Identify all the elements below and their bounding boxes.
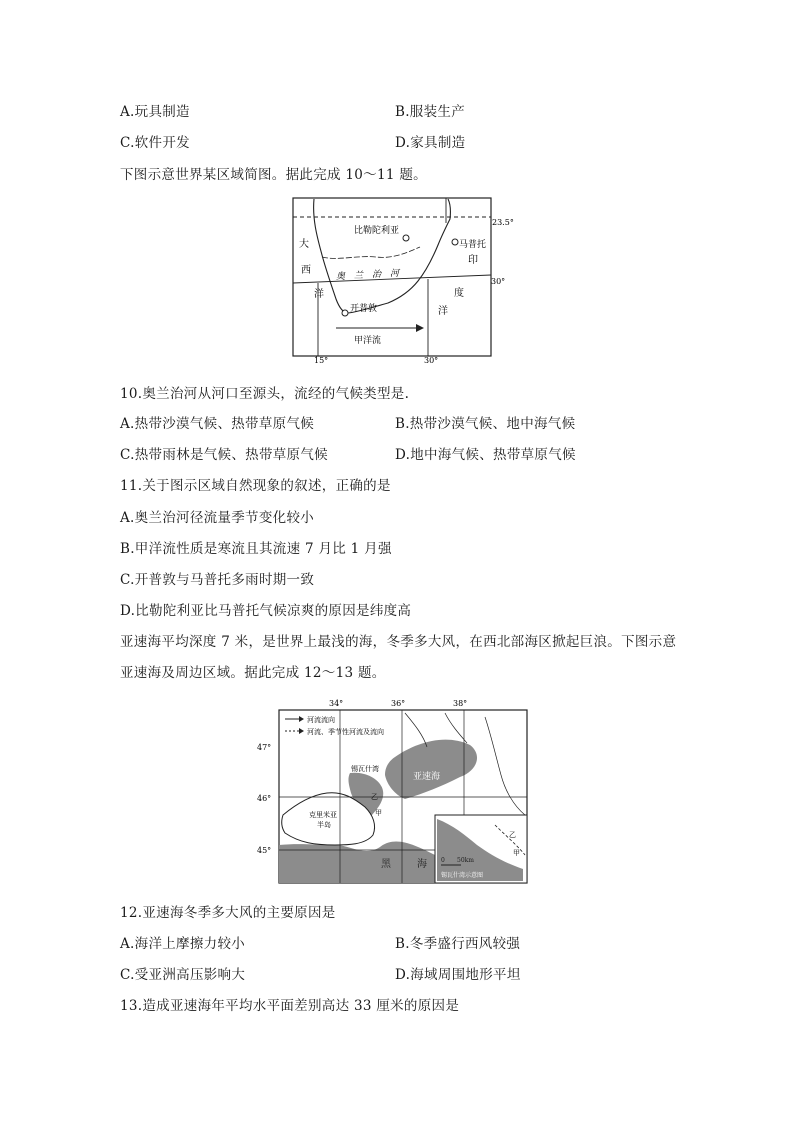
map2-lon-38-label: 38° bbox=[453, 699, 468, 708]
azov-sea-map bbox=[255, 695, 535, 894]
intro-12-13-line1: 亚速海平均深度 7 米，是世界上最浅的海，冬季多大风，在西北部海区掀起巨浪。下图示意 bbox=[120, 634, 677, 650]
map1-atlantic-2: 西 bbox=[301, 265, 311, 276]
q9-option-d: D.家具制造 bbox=[395, 135, 466, 151]
map1-indian-1: 印 bbox=[468, 255, 478, 266]
map1-lon-15-label: 15° bbox=[314, 356, 329, 365]
q10-stem: 10.奥兰治河从河口至源头，流经的气候类型是. bbox=[120, 386, 410, 402]
map1-maputo-label: 马普托 bbox=[459, 240, 487, 250]
map1-lat-23-label: 23.5° bbox=[492, 218, 514, 227]
map1-atlantic-1: 大 bbox=[299, 239, 309, 250]
map2-black-sea-2: 海 bbox=[417, 859, 427, 870]
q12-option-d: D.海域周围地形平坦 bbox=[395, 967, 521, 983]
q12-option-b: B.冬季盛行西风较强 bbox=[395, 936, 521, 952]
q11-stem: 11.关于图示区域自然现象的叙述，正确的是 bbox=[120, 478, 391, 494]
map1-lat-30-label: 30° bbox=[491, 277, 506, 286]
legend-river-flow: 河流流向 bbox=[307, 716, 335, 724]
map2-lat-45-label: 45° bbox=[257, 846, 272, 855]
q11-option-a: A.奥兰治河径流量季节变化较小 bbox=[120, 510, 315, 526]
map2-lat-46-label: 46° bbox=[257, 794, 272, 803]
q11-option-d: D.比勒陀利亚比马普托气候凉爽的原因是纬度高 bbox=[120, 603, 412, 619]
intro-10-11: 下图示意世界某区域简图。据此完成 10～11 题。 bbox=[120, 167, 427, 183]
map2-crimea-label-1: 克里米亚 bbox=[309, 811, 337, 819]
map1-river-3: 治 bbox=[372, 270, 382, 280]
map1-lon-30-label: 30° bbox=[424, 356, 439, 365]
inset-scale-0: 0 bbox=[441, 857, 445, 864]
map1-current-label: 甲洋流 bbox=[354, 336, 382, 346]
map2-azov-label: 亚速海 bbox=[413, 772, 441, 782]
map2-lon-34-label: 34° bbox=[329, 699, 344, 708]
q9-option-a: A.玩具制造 bbox=[120, 104, 190, 120]
map1-river-4: 河 bbox=[390, 269, 400, 279]
q11-option-c: C.开普敦与马普托多雨时期一致 bbox=[120, 572, 315, 588]
map1-river-2: 兰 bbox=[354, 271, 364, 281]
q10-option-c: C.热带雨林是气候、热带草原气候 bbox=[120, 447, 328, 463]
inset-yi-label: 乙 bbox=[509, 831, 516, 839]
map1-indian-2: 度 bbox=[454, 288, 464, 299]
q10-option-a: A.热带沙漠气候、热带草原气候 bbox=[120, 416, 315, 432]
map2-lat-47-label: 47° bbox=[257, 743, 272, 752]
map1-atlantic-3: 洋 bbox=[314, 289, 324, 300]
map2-black-sea-1: 黑 bbox=[381, 859, 391, 870]
inset-caption: 锡瓦什湾示意图 bbox=[441, 872, 484, 879]
intro-12-13-line2: 亚速海及周边区域。据此完成 12～13 题。 bbox=[120, 665, 386, 681]
q12-option-c: C.受亚洲高压影响大 bbox=[120, 967, 246, 983]
map1-river-1: 奥 bbox=[336, 272, 346, 282]
map2-yi-label: 乙 bbox=[371, 793, 378, 801]
map2-sivash-label: 锡瓦什湾 bbox=[351, 765, 379, 773]
q13-stem: 13.造成亚速海年平均水平面差别高达 33 厘米的原因是 bbox=[120, 998, 460, 1014]
inset-jia-label: 甲 bbox=[513, 849, 520, 857]
q10-option-b: B.热带沙漠气候、地中海气候 bbox=[395, 416, 576, 432]
q12-stem: 12.亚速海冬季多大风的主要原因是 bbox=[120, 905, 336, 921]
q9-option-b: B.服装生产 bbox=[395, 104, 466, 120]
q11-option-b: B.甲洋流性质是寒流且其流速 7 月比 1 月强 bbox=[120, 541, 392, 557]
legend-seasonal-river: 河流、季节性河流及流向 bbox=[307, 728, 384, 736]
q10-option-d: D.地中海气候、热带草原气候 bbox=[395, 447, 576, 463]
map2-crimea-label-2: 半岛 bbox=[317, 821, 331, 829]
inset-scale-50: 50km bbox=[457, 857, 474, 864]
map2-lon-36-label: 36° bbox=[391, 699, 406, 708]
map1-bloemfontein-label: 比勒陀利亚 bbox=[354, 226, 400, 236]
map1-capetown-label: 开普敦 bbox=[350, 304, 378, 314]
map1-indian-3: 洋 bbox=[438, 306, 448, 317]
q12-option-a: A.海洋上摩擦力较小 bbox=[120, 936, 246, 952]
southern-africa-map bbox=[288, 195, 514, 367]
map2-jia-label: 甲 bbox=[375, 809, 382, 817]
q9-option-c: C.软件开发 bbox=[120, 135, 190, 151]
